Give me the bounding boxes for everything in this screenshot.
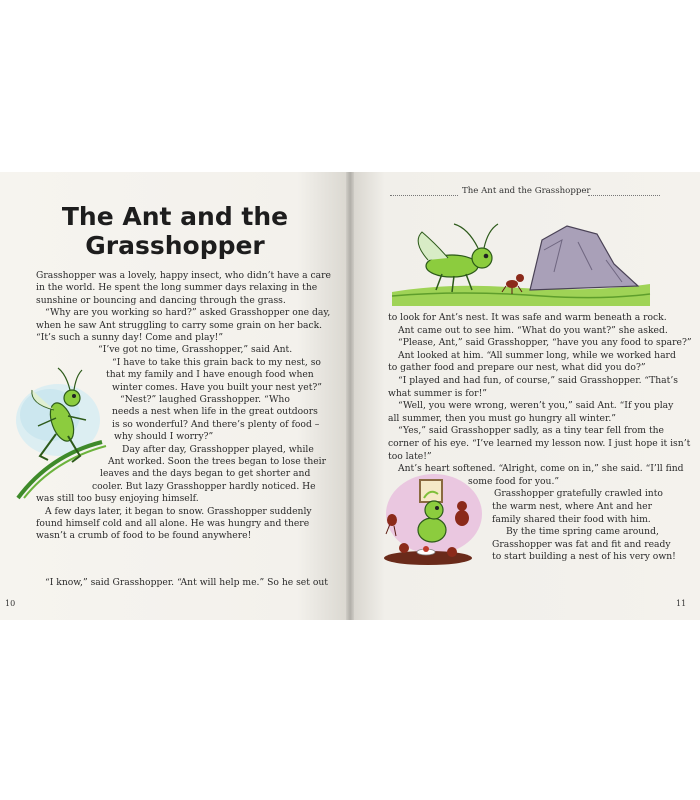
left-line-4: “Why are you working so hard?” asked Grasshopper one day,	[45, 307, 331, 319]
left-line-2: in the world. He spent the long summer days relaxing in the	[36, 282, 318, 294]
left-line-19: was still too busy enjoying himself.	[36, 493, 199, 505]
right-line-20: to start building a nest of his very own!	[492, 551, 676, 563]
book-spine	[346, 172, 354, 620]
right-line-10: “Yes,” said Grasshopper sadly, as a tiny tear fell from the	[398, 425, 664, 437]
book-spread	[0, 172, 700, 620]
left-line-15: Day after day, Grasshopper played, while	[122, 443, 314, 455]
left-line-17: leaves and the days began to get shorter and	[100, 468, 311, 480]
left-line-12: needs a nest when life in the great outdoors	[112, 406, 318, 418]
right-line-8: “Well, you were wrong, weren’t you,” said Ant. “If you play	[398, 400, 674, 412]
left-line-23: “I know,” said Grasshopper. “Ant will help me.” So he set out	[45, 577, 328, 588]
left-line-13: is so wonderful? And there’s plenty of food –	[112, 418, 320, 430]
header-rule-right	[588, 195, 660, 196]
title-line-2: Grasshopper	[85, 231, 265, 260]
left-line-11: “Nest?” laughed Grasshopper. “Who	[120, 394, 290, 405]
right-line-18: By the time spring came around,	[506, 526, 659, 538]
left-line-7: “I’ve got no time, Grasshopper,” said Ant.	[98, 344, 293, 356]
right-line-17: family shared their food with him.	[492, 513, 651, 525]
right-line-6: “I played and had fun, of course,” said Grasshopper. “That’s	[398, 375, 678, 386]
right-line-14: some food for you.”	[468, 475, 560, 487]
right-line-4: Ant looked at him. “All summer long, while we worked hard	[398, 349, 676, 361]
left-line-20: A few days later, it began to snow. Grasshopper suddenly	[45, 505, 312, 517]
left-line-22: wasn’t a crumb of food to be found anywhere!	[36, 530, 252, 542]
left-line-5: when he saw Ant struggling to carry some grain on her back.	[36, 319, 323, 331]
header-rule-left	[390, 195, 458, 196]
right-line-2: Ant came out to see him. “What do you want?” she asked.	[398, 324, 668, 336]
story-title	[40, 202, 310, 260]
right-line-15: Grasshopper gratefully crawled into	[494, 488, 663, 500]
left-line-8: “I have to take this grain back to my nest, so	[112, 356, 321, 368]
left-line-9: that my family and I have enough food when	[106, 369, 314, 381]
right-line-16: the warm nest, where Ant and her	[492, 501, 653, 512]
left-line-10: winter comes. Have you built your nest yet?”	[112, 381, 323, 393]
right-line-9: all summer, then you must go hungry all winter.”	[388, 412, 616, 424]
left-line-21: found himself cold and all alone. He was hungry and there	[36, 518, 310, 529]
right-line-12: too late!”	[388, 450, 432, 462]
left-page	[0, 172, 350, 620]
left-line-3: sunshine or bouncing and dancing through the grass.	[36, 294, 286, 306]
right-line-11: corner of his eye. “I’ve learned my lesson now. I just hope it isn’t	[388, 438, 691, 449]
running-header	[390, 186, 660, 200]
right-line-5: to gather food and prepare our nest, what did you do?”	[388, 362, 646, 374]
page-number-right: 11	[676, 599, 687, 608]
right-line-7: what summer is for!”	[388, 387, 487, 399]
running-header-text: The Ant and the Grasshopper	[462, 186, 591, 196]
left-line-14: why should I worry?”	[114, 431, 214, 443]
page-number-left: 10	[5, 599, 16, 608]
grasshopper-and-ant-by-rock-icon	[392, 220, 652, 306]
left-line-18: cooler. But lazy Grasshopper hardly noticed. He	[92, 480, 316, 492]
right-line-1: to look for Ant’s nest. It was safe and warm beneath a rock.	[388, 312, 667, 323]
right-line-3: “Please, Ant,” said Grasshopper, “have you any food to spare?”	[398, 337, 692, 349]
left-line-16: Ant worked. Soon the trees began to lose their	[108, 456, 327, 467]
right-line-13: Ant’s heart softened. “Alright, come on in,” she said. “I’ll find	[398, 463, 684, 475]
right-page	[350, 172, 700, 620]
right-line-19: Grasshopper was fat and fit and ready	[492, 538, 671, 550]
left-line-6: “It’s such a sunny day! Come and play!”	[36, 332, 224, 343]
title-line-1: The Ant and the	[61, 202, 289, 231]
left-line-1: Grasshopper was a lovely, happy insect, who didn’t have a care	[36, 270, 331, 281]
ant-family-dinner-icon	[378, 468, 486, 572]
